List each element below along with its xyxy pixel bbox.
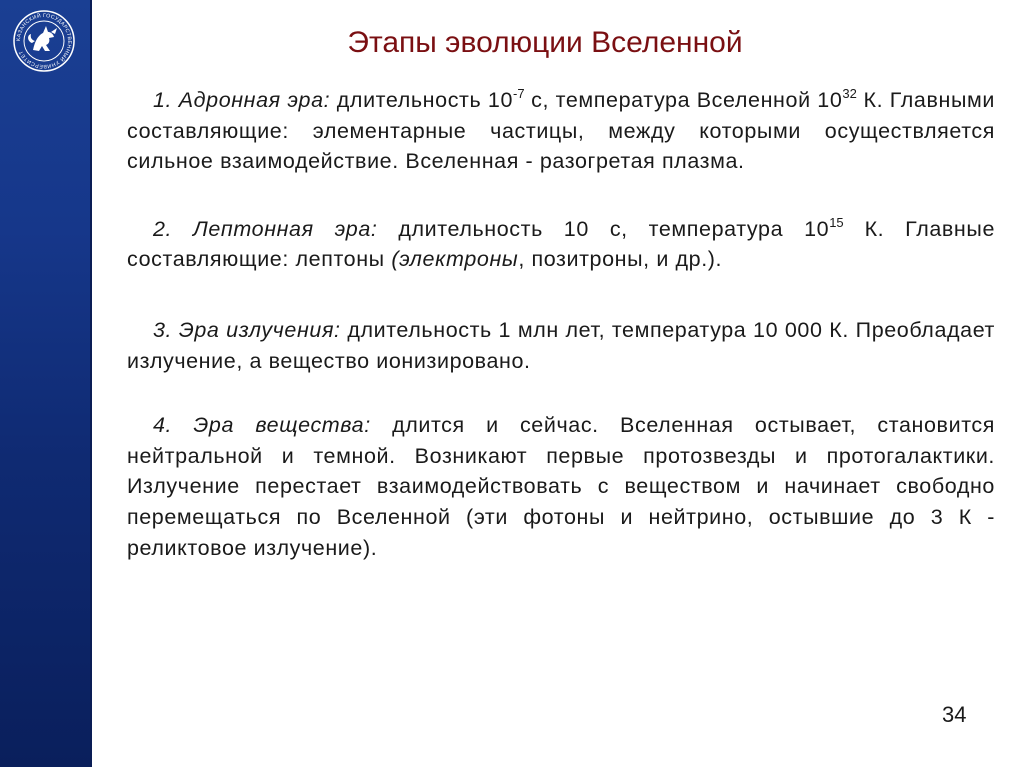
- sidebar-divider: [90, 0, 92, 767]
- svg-text:КАЗАНСКИЙ ГОСУДАРСТВЕННЫЙ УНИВ: КАЗАНСКИЙ ГОСУДАРСТВЕННЫЙ УНИВЕРСИТЕТ: [15, 12, 73, 70]
- paragraph-text: длительность 10: [330, 88, 514, 112]
- slide-body: [127, 85, 995, 600]
- era-heading: 3. Эра излучения:: [153, 317, 341, 342]
- paragraph-hadron-era: [127, 85, 995, 177]
- paragraph-text: , позитроны, и др.).: [518, 247, 723, 272]
- sidebar-band: [0, 0, 92, 767]
- exponent: -7: [513, 86, 525, 101]
- paragraph-radiation-era: [127, 315, 995, 376]
- era-heading: 2. Лептонная эра:: [153, 216, 378, 241]
- era-heading: 4. Эра вещества:: [153, 413, 371, 438]
- italic-term: (электроны: [391, 247, 519, 272]
- paragraph-lepton-era: [127, 214, 995, 275]
- era-heading: 1. Адронная эра:: [153, 88, 331, 112]
- paragraph-text: К. Главные составляющие: лептоны: [127, 216, 996, 272]
- exponent: 32: [842, 86, 857, 101]
- paragraph-text: с, температура Вселенной 10: [524, 88, 843, 112]
- paragraph-text: длится и сейчас. Вселенная остывает, становится нейтральной и темной. Возникают первые протозвезды и протогалактики. Излучение перестает взаимодействовать с веществом и начинает свободно перемещаться по Вселенной (эти фотоны и нейтрино, остывшие до 3 К - реликтовое излучение).: [127, 413, 995, 560]
- paragraph-text: К. Главными составляющие: элементарные частицы, между которыми осуществляется сильное взаимодействие. Вселенная - разогретая плазма.: [127, 88, 995, 174]
- page-number: 34: [942, 702, 967, 727]
- university-crest-icon: [13, 10, 75, 72]
- exponent: 15: [829, 214, 844, 230]
- slide-title: Этапы эволюции Вселенной: [347, 26, 743, 59]
- paragraph-text: длительность 1 млн лет, температура 10 000 К. Преобладает излучение, а вещество ионизировано.: [127, 317, 996, 373]
- paragraph-text: длительность 10 с, температура 10: [377, 216, 830, 241]
- paragraph-matter-era: [127, 410, 995, 563]
